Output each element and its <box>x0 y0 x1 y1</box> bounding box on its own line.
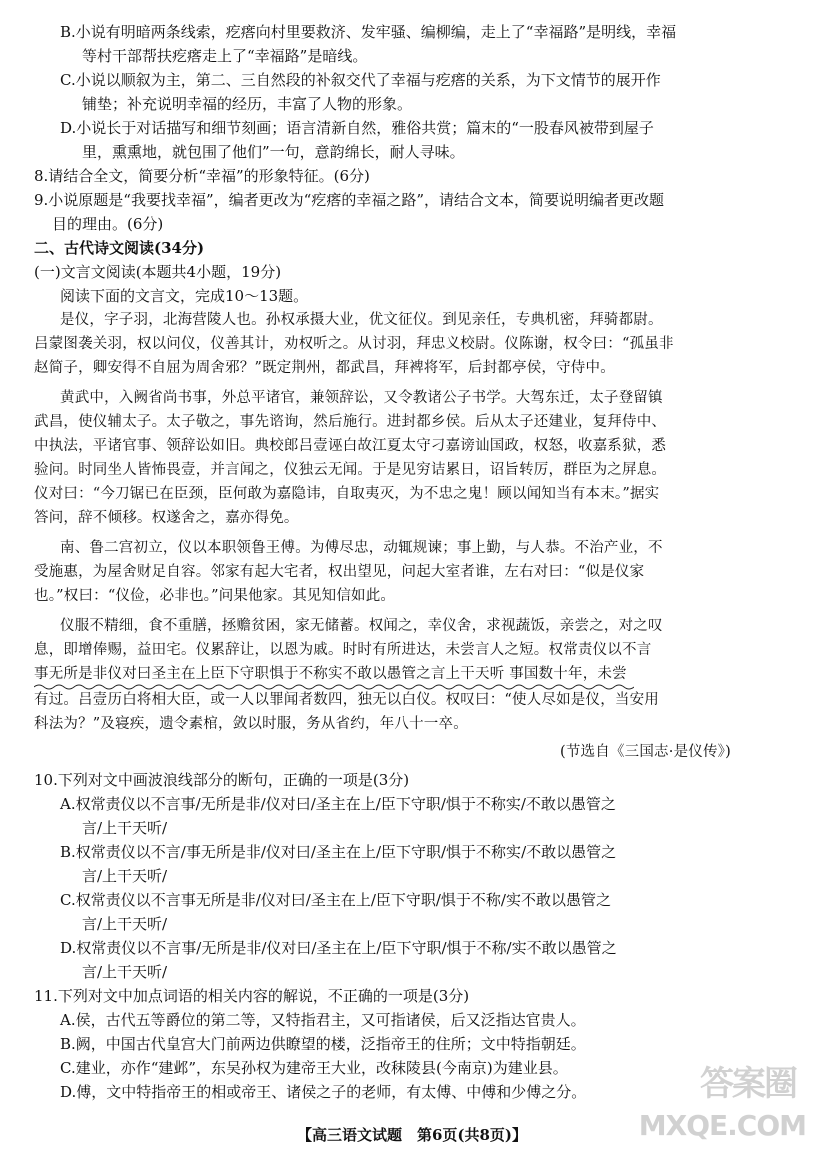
question-8: 8.请结合全文，简要分析“幸福”的形象特征。(6分) <box>34 167 370 185</box>
q10-option-a-line2: 言/上干天听/ <box>82 819 168 837</box>
passage-line: 赵简子，卿安得不自屈为周舍邪？”既定荆州，都武昌，拜裨将军，后封都亭侯，守侍中。 <box>34 360 615 376</box>
q11-option-b: B.阙，中国古代皇宫大门前两边供瞭望的楼，泛指帝王的住所；文中特指朝廷。 <box>60 1035 586 1053</box>
page-footer: 【高三语文试题 第6页(共8页)】 <box>296 1126 528 1144</box>
option-d-q7-line1: D.小说长于对话描写和细节刻画；语言清新自然，雅俗共赏；篇末的“一股春风被带到屋子 <box>60 119 654 137</box>
option-b-q7-line2: 等村干部帮扶疙瘩走上了“幸福路”是暗线。 <box>82 47 368 65</box>
reading-instruction: 阅读下面的文言文，完成10～13题。 <box>60 287 309 305</box>
question-9-line2: 目的理由。(6分) <box>52 215 164 233</box>
q10-option-d-line2: 言/上干天听/ <box>82 963 168 981</box>
passage-line: 武昌，使仪辅太子。太子敬之，事先谘询，然后施行。进封都乡侯。后从太子还建业，复拜侍中、 <box>34 414 667 430</box>
passage-line: 有过。吕壹历白将相大臣，或一人以罪闻者数四，独无以白仪。权叹曰：“使人尽如是仪，当安用 <box>34 692 660 708</box>
option-d-q7-line2: 里，熏熏地，就包围了他们”一句，意韵绵长，耐人寻味。 <box>82 143 465 161</box>
passage-line: 答问，辞不倾移。权遂舍之，嘉亦得免。 <box>34 510 299 526</box>
passage-line: 验问。时同坐人皆怖畏壹，并言闻之，仪独云无闻。于是见穷诘累日，诏旨转厉，群臣为之屏息。 <box>34 462 667 478</box>
option-b-q7-line1: B.小说有明暗两条线索，疙瘩向村里要救济、发牢骚、编柳编，走上了“幸福路”是明线，幸福 <box>60 23 677 41</box>
q11-option-c: C.建业，亦作“建邺”，东吴孙权为建帝王大业，改秣陵县(今南京)为建业县。 <box>60 1059 568 1077</box>
passage-source: (节选自《三国志·是仪传》) <box>560 744 731 760</box>
option-c-q7-line2: 铺垫；补充说明幸福的经历，丰富了人物的形象。 <box>82 95 413 113</box>
wavy-underlined-line: 事无所是非仪对曰圣主在上臣下守职惧于不称实不敢以愚管之言上干天听 事国数十年，未尝 <box>34 666 627 682</box>
passage-line: 科法为？”及寝疾，遗令素棺，敛以时服，务从省约，年八十一卒。 <box>34 716 468 732</box>
watermark-logo <box>638 1056 806 1142</box>
q10-option-c-line1: C.权常责仪以不言事无所是非/仪对曰/圣主在上/臣下守职/惧于不称/实不敢以愚管之 <box>60 891 611 909</box>
q11-option-d: D.傅，文中特指帝王的相或帝王、诸侯之子的老师，有太傅、中傅和少傅之分。 <box>60 1083 587 1101</box>
q11-option-a: A.侯，古代五等爵位的第二等，又特指君主，又可指诸侯，后又泛指达官贵人。 <box>60 1011 586 1029</box>
subsection-heading: (一)文言文阅读(本题共4小题，19分) <box>34 263 282 281</box>
question-10: 10.下列对文中画波浪线部分的断句，正确的一项是(3分) <box>34 771 410 789</box>
q10-option-c-line2: 言/上干天听/ <box>82 915 168 933</box>
passage-line: 也。”权曰：“仪俭，必非也。”问果他家。其见知信如此。 <box>34 588 396 604</box>
watermark-text-top: 答案圈 <box>700 1064 796 1104</box>
watermark-text-bottom: MXQE.COM <box>638 1109 806 1142</box>
q10-option-a-line1: A.权常责仪以不言事/无所是非/仪对曰/圣主在上/臣下守职/惧于不称实/不敢以愚管之 <box>60 795 616 813</box>
passage-line: 黄武中，入阙省尚书事，外总平诸官，兼领辞讼，又令教诸公子书学。大驾东迁，太子登留镇 <box>60 390 663 406</box>
passage-line: 是仪，字子羽，北海营陵人也。孙权承摄大业，优文征仪。到见亲任，专典机密，拜骑都尉。 <box>60 312 663 328</box>
passage-line: 仪服不精细，食不重膳，拯赡贫困，家无储蓄。权闻之，幸仪舍，求视蔬饭，亲尝之，对之叹 <box>60 618 663 634</box>
question-9-line1: 9.小说原题是“我要找幸福”，编者更改为“疙瘩的幸福之路”，请结合文本，简要说明编者更改题 <box>34 191 664 209</box>
q10-option-b-line1: B.权常责仪以不言/事无所是非/仪对曰/圣主在上/臣下守职/惧于不称实/不敢以愚管之 <box>60 843 617 861</box>
passage-line: 南、鲁二宫初立，仪以本职领鲁王傅。为傅尽忠，动辄规谏；事上勤，与人恭。不治产业，不 <box>60 540 663 556</box>
option-c-q7-line1: C.小说以顺叙为主，第二、三自然段的补叙交代了幸福与疙瘩的关系，为下文情节的展开作 <box>60 71 661 89</box>
section-heading: 二、古代诗文阅读(34分) <box>34 239 205 257</box>
passage-line: 仪对曰：“今刀锯已在臣颈，臣何敢为嘉隐讳，自取夷灭，为不忠之鬼！顾以闻知当有本末。”据实 <box>34 486 660 502</box>
passage-line: 息，即增俸赐，益田宅。仪累辞让，以恩为戚。时时有所进达，未尝言人之短。权常责仪以不言 <box>34 642 652 658</box>
question-11: 11.下列对文中加点词语的相关内容的解说，不正确的一项是(3分) <box>34 987 470 1005</box>
q10-option-d-line1: D.权常责仪以不言事/无所是非/仪对曰/圣主在上/臣下守职/惧于不称/实不敢以愚管之 <box>60 939 617 957</box>
passage-line: 吕蒙图袭关羽，权以问仪，仪善其计，劝权听之。从讨羽，拜忠义校尉。仪陈谢，权令曰：“孤虽非 <box>34 336 674 352</box>
q10-option-b-line2: 言/上干天听/ <box>82 867 168 885</box>
passage-line: 受施惠，为屋舍财足自容。邻家有起大宅者，权出望见，问起大室者谁，左右对曰：“似是仪家 <box>34 564 645 580</box>
passage-line: 中执法，平诸官事、领辞讼如旧。典校郎吕壹诬白故江夏太守刁嘉谤讪国政，权怒，收嘉系狱，悉 <box>34 438 667 454</box>
